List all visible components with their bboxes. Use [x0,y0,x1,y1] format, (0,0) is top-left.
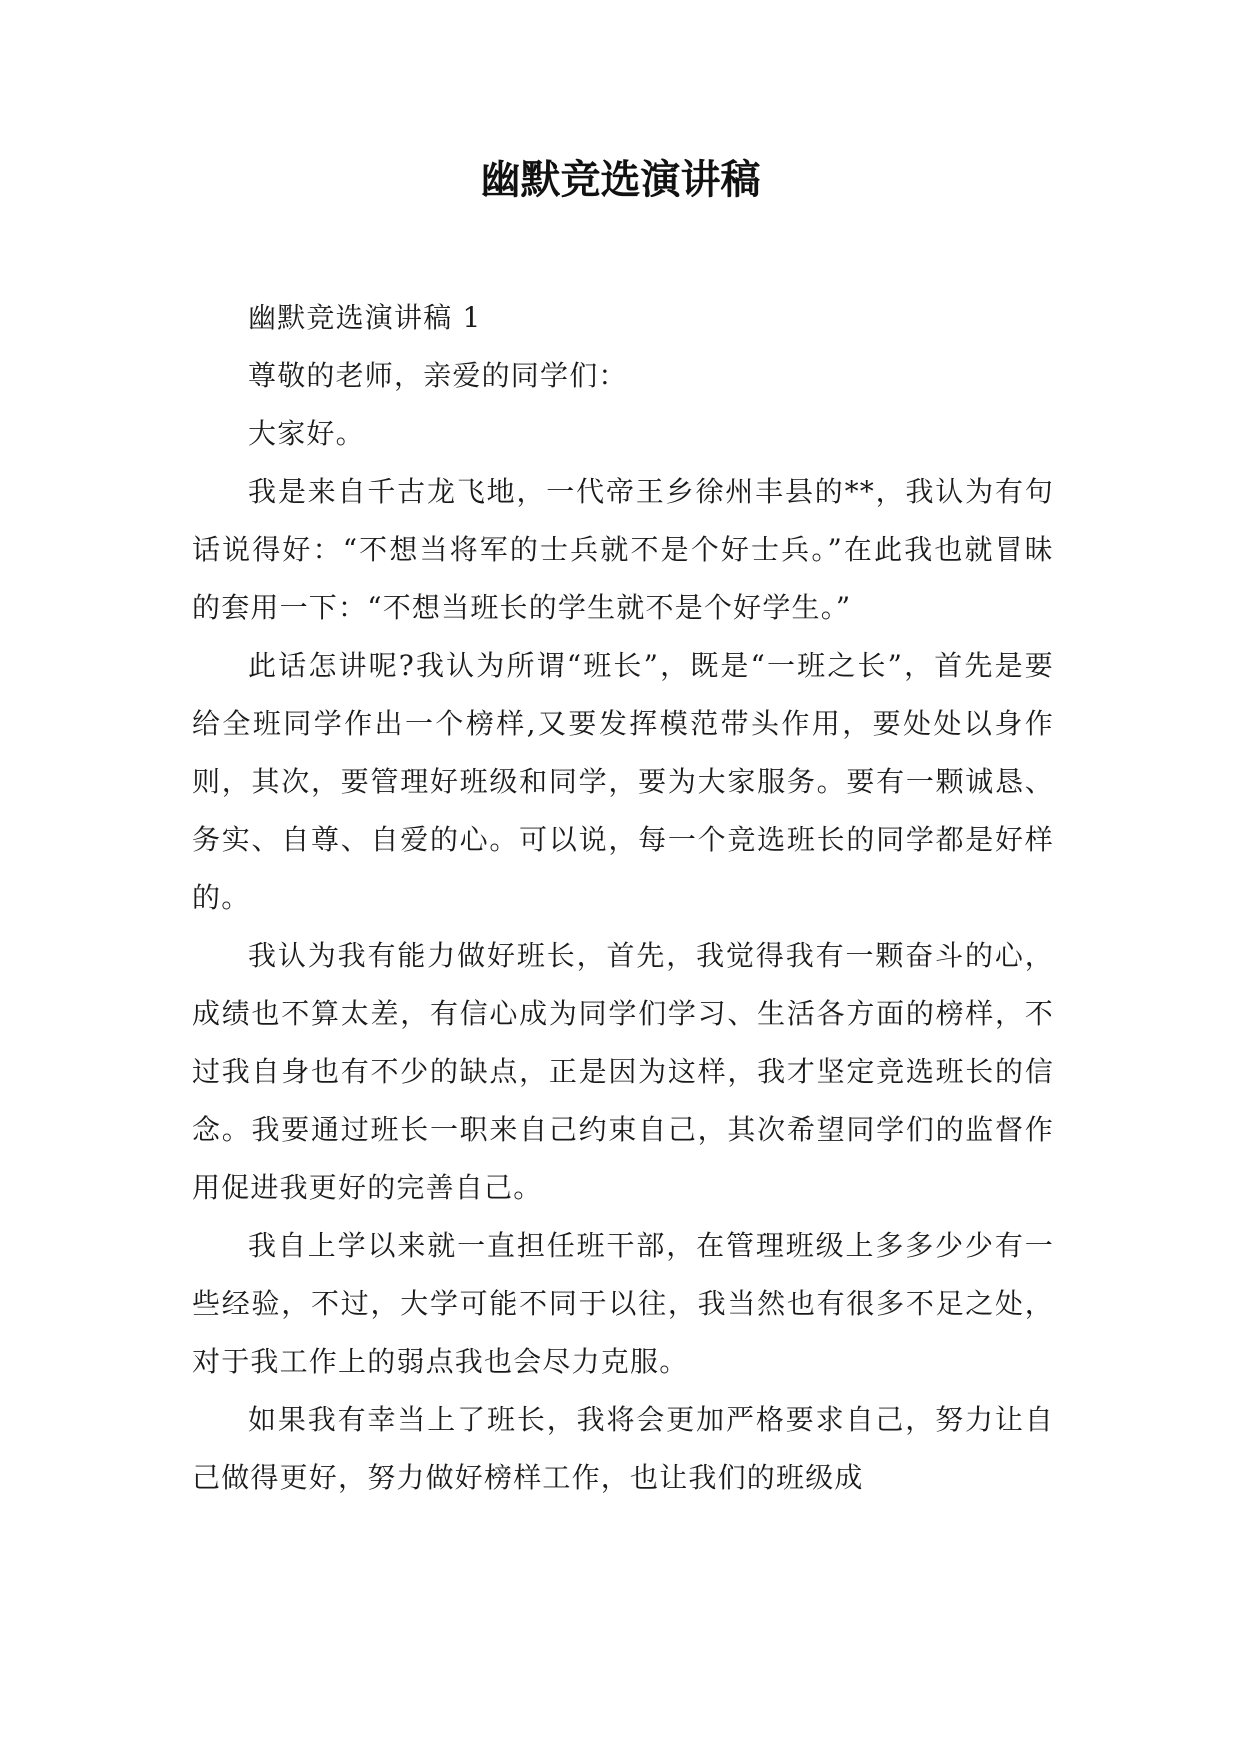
salutation: 尊敬的老师，亲爱的同学们： [248,359,628,392]
body-paragraph: 我认为我有能力做好班长，首先，我觉得我有一颗奋斗的心，成绩也不算太差，有信心成为同学们学习、生活各方面的榜样，不过我自身也有不少的缺点，正是因为这样，我才坚定竞选班长的信念。我要通过班长一职来自己约束自己，其次希望同学们的监督作用促进我更好的完善自己。 [192,939,1054,1204]
body-paragraph: 此话怎讲呢?我认为所谓“班长”，既是“一班之长”，首先是要给全班同学作出一个榜样,又要发挥模范带头作用，要处处以身作则，其次，要管理好班级和同学，要为大家服务。要有一颗诚恳、务实、自尊、自爱的心。可以说，每一个竞选班长的同学都是好样的。 [192,649,1054,914]
body-paragraph: 我是来自千古龙飞地，一代帝王乡徐州丰县的**，我认为有句话说得好：“不想当将军的士兵就不是个好士兵。”在此我也就冒昧的套用一下：“不想当班长的学生就不是个好学生。” [192,475,1054,624]
document-title: 幽默竞选演讲稿 [480,157,761,203]
greeting: 大家好。 [248,417,365,450]
section-heading: 幽默竞选演讲稿 1 [248,301,482,334]
body-paragraph: 我自上学以来就一直担任班干部，在管理班级上多多少少有一些经验，不过，大学可能不同于以往，我当然也有很多不足之处，对于我工作上的弱点我也会尽力克服。 [192,1229,1054,1378]
document-body [192,289,1054,1507]
body-paragraph: 如果我有幸当上了班长，我将会更加严格要求自己，努力让自己做得更好，努力做好榜样工作，也让我们的班级成 [192,1403,1054,1494]
